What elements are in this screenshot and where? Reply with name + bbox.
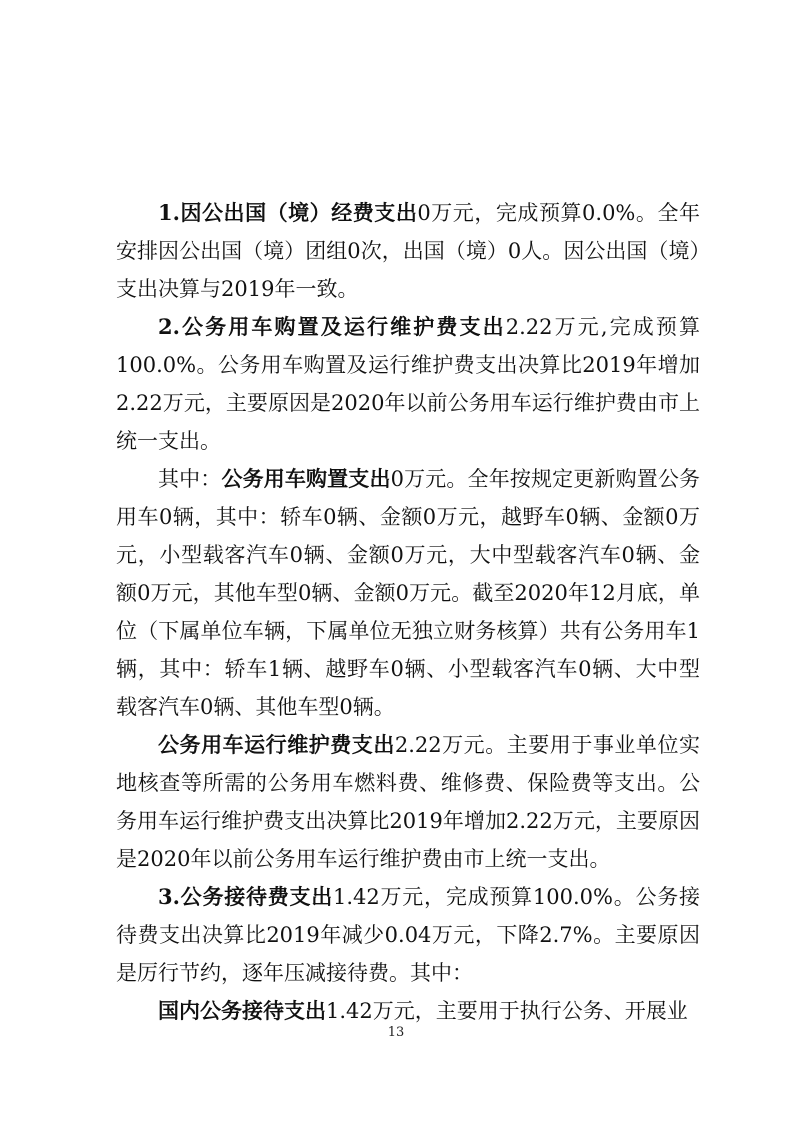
paragraph-heading: 国内公务接待支出 bbox=[158, 998, 326, 1023]
paragraph-vehicle-maintenance bbox=[116, 726, 700, 878]
paragraph-text: 2.22万元,完成预算100.0%。公务用车购置及运行维护费支出决算比2019年增加2.22万元，主要原因是2020年以前公务用车运行维护费由市上统一支出。 bbox=[116, 315, 701, 453]
paragraph-heading: 3.公务接待费支出 bbox=[158, 884, 334, 909]
paragraph-heading: 公务用车购置支出 bbox=[221, 466, 391, 491]
paragraph-vehicle-purchase bbox=[116, 460, 700, 726]
paragraph-text: 1.42万元，主要用于执行公务、开展业 bbox=[326, 999, 688, 1023]
paragraph-text: 2.22万元。主要用于事业单位实地核查等所需的公务用车燃料费、维修费、保险费等支出。公务用车运行维护费支出决算比2019年增加2.22万元，主要原因是2020年以前公务用车运行维护费由市上统一支出。 bbox=[116, 733, 700, 871]
paragraph-text: 1.42万元，完成预算100.0%。公务接待费支出决算比2019年减少0.04万元，下降2.7%。主要原因是厉行节约，逐年压减接待费。其中： bbox=[116, 885, 700, 985]
paragraph-text: 0万元。全年按规定更新购置公务用车0辆，其中：轿车0辆、金额0万元，越野车0辆、金额0万元，小型载客汽车0辆、金额0万元，大中型载客汽车0辆、金额0万元，其他车型0辆、金额0万元。截至2020年12月底，单位（下属单位车辆，下属单位无独立财务核算）共有公务用车1辆，其中：轿车1辆、越野车0辆、小型载客汽车0辆、大中型载客汽车0辆、其他车型0辆。 bbox=[116, 467, 700, 719]
paragraph-heading: 2.公务用车购置及运行维护费支出 bbox=[158, 314, 506, 339]
paragraph-prefix: 其中： bbox=[158, 467, 222, 491]
page-number: 13 bbox=[387, 1025, 405, 1040]
paragraph-text: 0万元，完成预算0.0%。全年安排因公出国（境）团组0次，出国（境）0人。因公出国（境）支出决算与2019年一致。 bbox=[116, 201, 700, 301]
paragraph-heading: 公务用车运行维护费支出 bbox=[158, 732, 395, 757]
paragraph-overseas-expense bbox=[116, 194, 700, 308]
body-text bbox=[116, 194, 700, 1030]
paragraph-vehicle-expense bbox=[116, 308, 700, 460]
paragraph-heading: 1.因公出国（境）经费支出 bbox=[158, 200, 418, 225]
paragraph-reception-expense bbox=[116, 878, 700, 992]
